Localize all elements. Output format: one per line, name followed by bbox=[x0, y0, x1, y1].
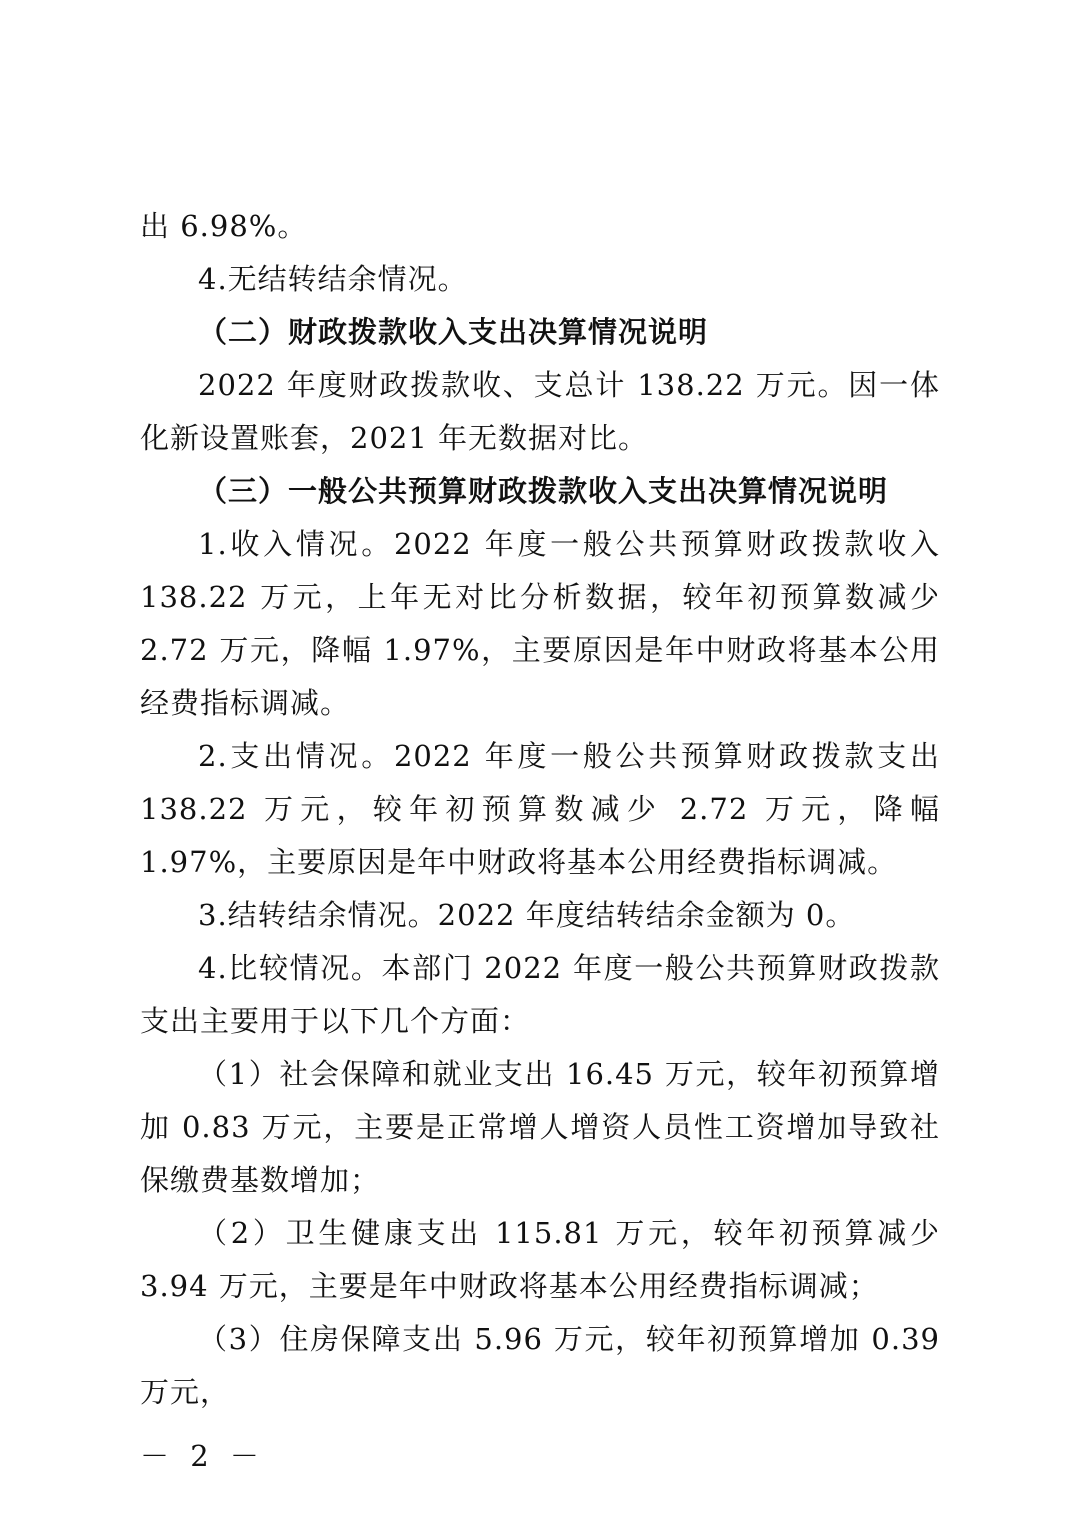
paragraph-social-security: （1）社会保障和就业支出 16.45 万元，较年初预算增加 0.83 万元，主要是正常增人增资人员性工资增加导致社保缴费基数增加； bbox=[140, 1057, 940, 1197]
section-heading-2: （二）财政拨款收入支出决算情况说明 bbox=[198, 315, 709, 349]
page-number: － 2 － bbox=[140, 1439, 265, 1473]
paragraph-fiscal-total: 2022 年度财政拨款收、支总计 138.22 万元。因一体化新设置账套，2021 年无数据对比。 bbox=[140, 368, 940, 455]
paragraph-no-carryover: 4.无结转结余情况。 bbox=[198, 262, 468, 296]
document-body bbox=[140, 200, 940, 1419]
section-heading-3: （三）一般公共预算财政拨款收入支出决算情况说明 bbox=[198, 474, 889, 508]
paragraph-health: （2）卫生健康支出 115.81 万元，较年初预算减少 3.94 万元，主要是年中财政将基本公用经费指标调减； bbox=[140, 1216, 940, 1303]
paragraph-continuation: 出 6.98%。 bbox=[140, 209, 308, 243]
paragraph-carryover: 3.结转结余情况。2022 年度结转结余金额为 0。 bbox=[198, 898, 856, 932]
paragraph-comparison: 4.比较情况。本部门 2022 年度一般公共预算财政拨款支出主要用于以下几个方面： bbox=[140, 951, 940, 1038]
paragraph-expenditure: 2.支出情况。2022 年度一般公共预算财政拨款支出 138.22 万元，较年初预算数减少 2.72 万元，降幅 1.97%，主要原因是年中财政将基本公用经费指标调减。 bbox=[140, 739, 940, 879]
paragraph-housing: （3）住房保障支出 5.96 万元，较年初预算增加 0.39 万元， bbox=[140, 1322, 940, 1409]
paragraph-income: 1.收入情况。2022 年度一般公共预算财政拨款收入 138.22 万元，上年无对比分析数据，较年初预算数减少 2.72 万元，降幅 1.97%，主要原因是年中财政将基本公用经费指标调减。 bbox=[140, 527, 940, 720]
